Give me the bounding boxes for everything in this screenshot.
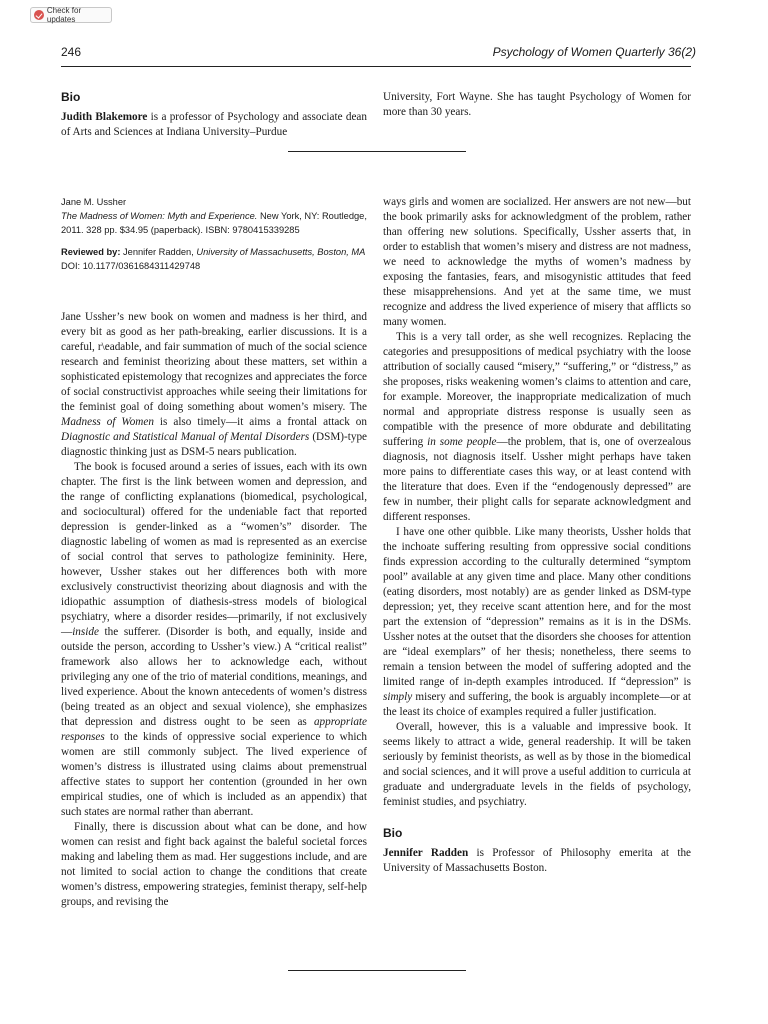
paragraph: The book is focused around a series of issues, each with its own chapter. The first is the link between women and depression, and the range of conflicting explanations (biomedical, psychological, and sociocultural) offered for the undeniable fact that reported depression is gender-linked as a “women’s” disorder. The diagnostic labeling of women as mad is represented as an exercise of social control that serves to pathologize femininity. Here, however, Ussher stakes out her differences both with more exclusively constructivist theorizing about diagnosis and with the idiopathic assumption of diathesis-stress models of biological psychiatry, where a disorder resides—primarily, if not exclusively—inside the sufferer. (Disorder is both, and equally, inside and outside the person, according to Ussher’s view.) A “critical realist” framework also allows her to acknowledge each, without privileging any one of the trio of material conditions, meanings, and lived experience. About the known antecedents of women’s distress (being treated as an object and sexual violence), she emphasizes that depression and distress ought to be seen as appropriate responses to the kinds of oppressive social experience to which women are still commonly subject. The lived experience of women’s distress is illustrated using claims about premenstrual affective states to support her contention (grounded in her own empirical studies, one of which is included as an appendix) that such states are normal rather than aberrant. <box>61 461 367 818</box>
reviewer-line: Reviewed by: Jennifer Radden, University of Massachusetts, Boston, MA <box>61 247 366 257</box>
bio-heading: Bio <box>383 826 403 840</box>
bio-name: Jennifer Radden <box>383 847 469 859</box>
book-author: Jane M. Ussher <box>61 197 127 207</box>
page-number: 246 <box>61 45 82 59</box>
section-divider <box>288 151 466 152</box>
check-for-updates-badge[interactable] <box>30 7 112 23</box>
bio-name: Judith Blakemore <box>61 111 148 123</box>
reviewer-affiliation: University of Massachusetts, Boston, MA <box>196 247 366 257</box>
paragraph: Jane Ussher’s new book on women and madness is her third, and every bit as good as her path-breaking, earlier discussions. It is a careful, r\eadable, and fair summation of much of the social science research and feminist theorizing about these matters, set within a sophisticated epistemology that recognizes and appreciates the force of social constructivist approaches while seeing their limitations for the feminist goal of doing something about women’s misery. The Madness of Women is also timely—it aims a frontal attack on Diagnostic and Statistical Manual of Mental Disorders (DSM)-type diagnostic thinking just as DSM-5 nears publication. <box>61 311 368 458</box>
book-citation: The Madness of Women: Myth and Experience. New York, NY: Routledge, 2011. 328 pp. $34.95 (paperback). ISBN: 9780415339285 <box>61 211 367 235</box>
paragraph: ways girls and women are socialized. Her answers are not new—but the book primarily asks for acknowledgment of the problem, rather than offering new solutions. Specifically, Ussher asserts that, in order to establish that women’s misery and distress are not madness, we need to acknowledge the myths of women’s madness by exposing the fantasies, fears, and misogynistic attitudes that feed these misapprehensions. And yet at the same time, we must recognize and address the lived experience of misery that afflicts so many women. <box>383 196 691 328</box>
header-rule <box>61 66 691 67</box>
top-bio-right <box>383 90 691 120</box>
section-divider <box>288 970 466 971</box>
body-right-column <box>383 195 691 876</box>
doi[interactable]: DOI: 10.1177/0361684311429748 <box>61 261 201 271</box>
review-metadata <box>61 195 367 273</box>
journal-title: Psychology of Women Quarterly 36(2) <box>492 45 696 59</box>
paragraph: Finally, there is discussion about what can be done, and how women can resist and fight back against the baleful societal forces making and labeling them as mad. Her suggestions include, and are not limited to social action to change the conditions that create women’s distress, empowering strategies, feminist therapy, self-help groups, and revising the <box>61 821 367 908</box>
bio-text-left: Judith Blakemore is a professor of Psychology and associate dean of Arts and Sciences at Indiana University–Purdue <box>61 111 367 138</box>
bio-text: Jennifer Radden is Professor of Philosophy emerita at the University of Massachusetts Boston. <box>383 847 691 874</box>
paragraph: I have one other quibble. Like many theorists, Ussher holds that the inchoate suffering resulting from oppressive social conditions finds expression according to the culturally determined “symptom pool” available at any given time and place. Many other conditions (eating disorders, most notably) are as gender linked as DSM-type depression; yet, they receive scant attention here, and for the most part the extension of “depression” remains as it is in the DSMs. Ussher notes at the outset that the disorders she chooses for attention are “ideal exemplars” of her thesis; nonetheless, there seems to remain a tension between the model of suffering adopted and the limited range of in-depth examples introduced. If “depression” is simply misery and suffering, the book is arguably incomplete—or at the least its choice of examples required a fuller justification. <box>383 526 691 718</box>
paragraph: Overall, however, this is a valuable and impressive book. It seems likely to attract a wide, general readership. It will be taken seriously by feminist theorists, as well as by those in the biomedical and social sciences, and it will prove a useful addition to curricula at graduate and undergraduate levels in the fields of psychology, feminist studies, and psychiatry. <box>383 721 691 808</box>
book-title: The Madness of Women: Myth and Experience. <box>61 211 258 221</box>
check-updates-icon <box>34 10 44 20</box>
paragraph: This is a very tall order, as she well recognizes. Replacing the categories and presuppositions of medical psychiatry with the loose attribution of socially caused “misery,” “suffering,” or “distress,” as she proposes, risks weakening women’s claims to attention and care, for example. Moreover, the inappropriate medicalization of much normal and appropriate distress response is usually seen as compatible with the presence of more obdurate and debilitating suffering in some people—the problem, that is, one of overzealous diagnosis, not diagnosis itself. Ussher might perhaps have taken more pains to differentiate cases this way, or at least contend with the literature that does. Even if the “endogenously depressed” are few in number, their plight calls for separate acknowledgment and different responses. <box>383 331 691 523</box>
bio-heading: Bio <box>61 90 81 104</box>
bio-text-right: University, Fort Wayne. She has taught Psychology of Women for more than 30 years. <box>383 91 691 118</box>
body-left-column <box>61 310 367 910</box>
reviewer-name: Jennifer Radden, <box>120 247 197 257</box>
badge-label: Check for updates <box>46 6 82 24</box>
top-bio-left <box>61 90 367 140</box>
